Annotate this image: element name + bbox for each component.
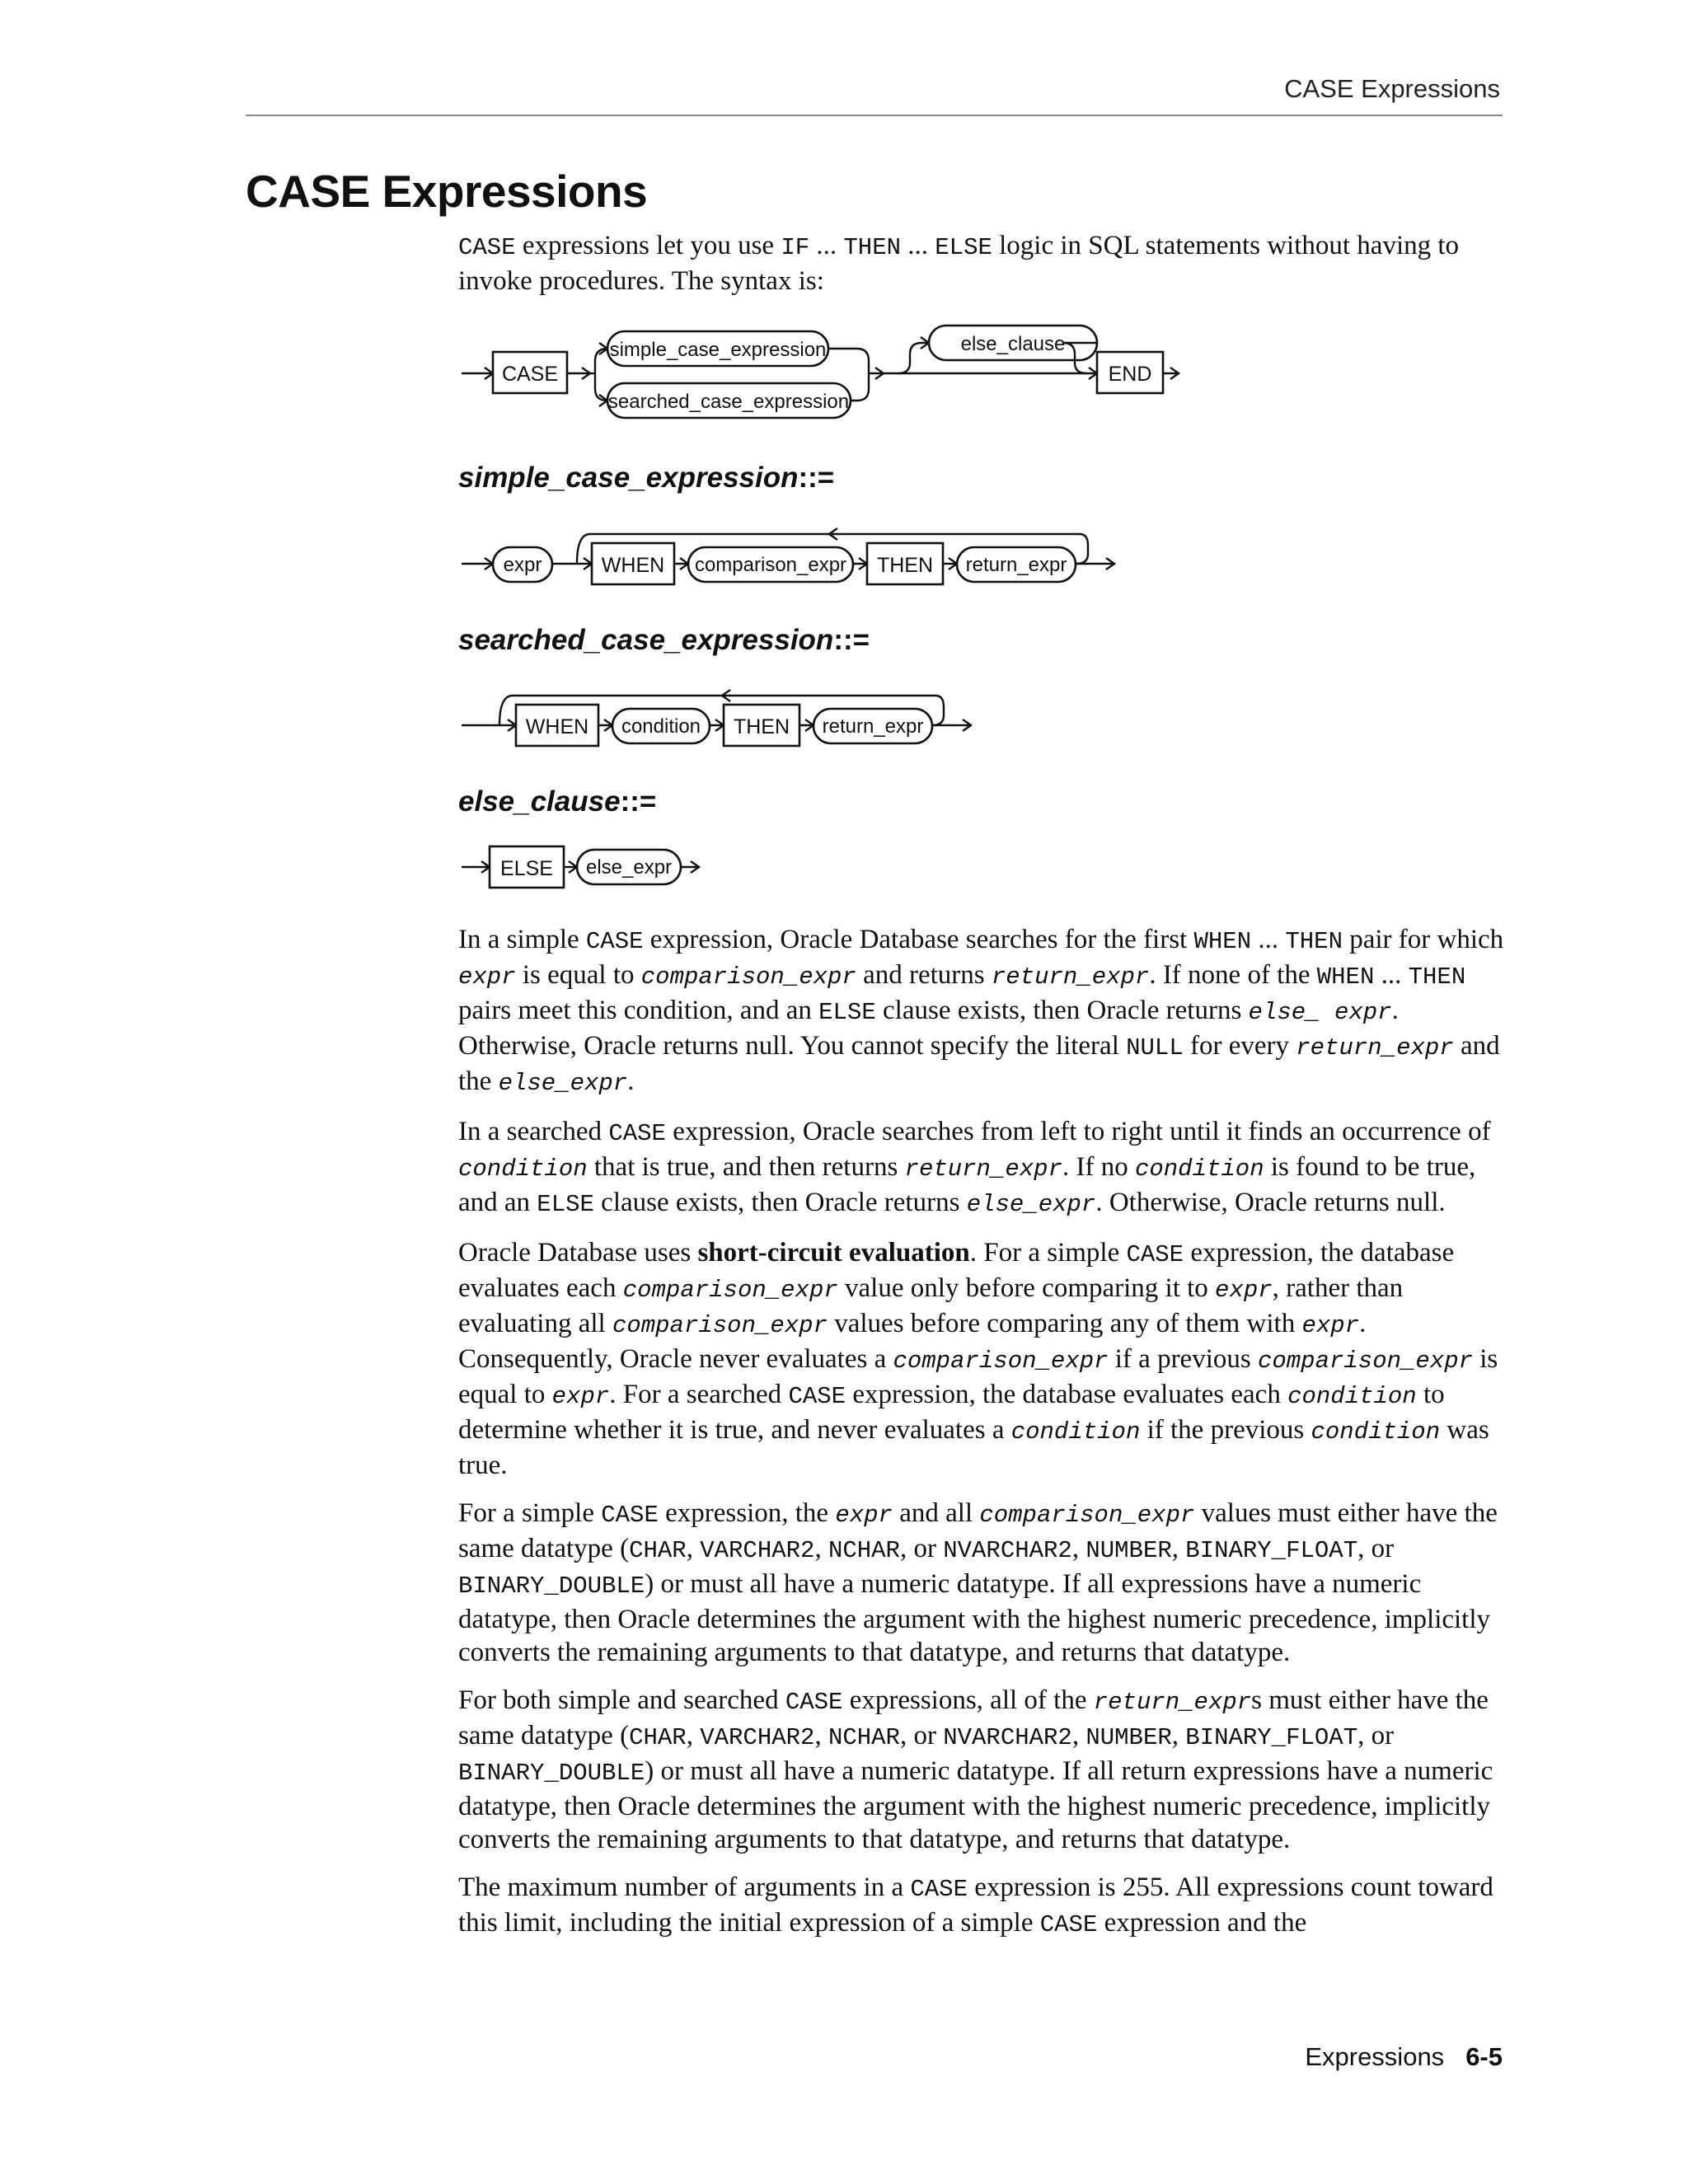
- searched-case-expression-label: searched_case_expression: [607, 391, 850, 413]
- condition-label: condition: [621, 715, 701, 738]
- when-keyword: WHEN: [601, 554, 665, 577]
- then-keyword: THEN: [876, 554, 934, 577]
- page-footer: [1305, 2042, 1503, 2072]
- section-title: CASE Expressions: [246, 166, 648, 217]
- paragraph-max-arguments: The maximum number of arguments in a CASE expression is 255. All expressions count toward this limit, including the initial expression of a simple CASE expression and the: [458, 1872, 1493, 1938]
- searched-case-expression-heading: searched_case_expression::=: [458, 624, 870, 656]
- expr-label: expr: [503, 554, 542, 576]
- end-keyword: END: [1108, 363, 1152, 386]
- case-syntax-diagram: [0, 313, 1688, 437]
- body-text: [458, 923, 1505, 1957]
- when-keyword: WHEN: [525, 715, 589, 738]
- return-expr-label: return_expr: [965, 554, 1067, 576]
- else-clause-heading: else_clause::=: [458, 785, 657, 818]
- paragraph-simple-datatype: For a simple CASE expression, the expr and all comparison_expr values must either have the same datatype (CHAR, VARCHAR2, NCHAR, or NVARCHAR2, NUMBER, BINARY_FLOAT, or BINARY_DOUBLE) or must all have a numeric datatype. If all expressions have a numeric datatype, then Oracle determines the argument with the highest numeric precedence, implicitly converts the remaining arguments to that datatype, and returns that datatype.: [458, 1498, 1498, 1667]
- else-clause-label: else_clause: [960, 333, 1066, 355]
- page-number: 6-5: [1465, 2042, 1503, 2071]
- case-keyword: CASE: [501, 363, 559, 386]
- paragraph-simple-case: In a simple CASE expression, Oracle Database searches for the first WHEN ... THEN pair for which expr is equal to comparison_expr and returns return_expr. If none of the WHEN ... THEN pairs meet this condition, and an ELSE clause exists, then Oracle returns else_ expr. Otherwise, Oracle returns null. You cannot specify the literal NULL for every return_expr and the else_expr.: [458, 925, 1504, 1097]
- else-clause-diagram: [0, 837, 1688, 902]
- paragraph-searched-case: In a searched CASE expression, Oracle searches from left to right until it finds an occurrence of condition that is true, and then returns return_expr. If no condition is found to be true, and an ELSE clause exists, then Oracle returns else_expr. Otherwise, Oracle returns null.: [458, 1117, 1491, 1218]
- return-expr-label: return_expr: [822, 715, 924, 738]
- else-expr-label: else_expr: [585, 856, 673, 879]
- simple-case-expression-label: simple_case_expression: [609, 339, 827, 361]
- else-keyword: ELSE: [500, 857, 553, 880]
- comparison-expr-label: comparison_expr: [694, 554, 847, 576]
- intro-paragraph: CASE expressions let you use IF ... THEN ... ELSE logic in SQL statements without having to invoke procedures. The syntax is:: [458, 231, 1460, 296]
- simple-case-expression-diagram: [0, 519, 1688, 593]
- searched-case-expression-diagram: [0, 680, 1688, 754]
- simple-case-expression-heading: simple_case_expression::=: [458, 462, 835, 494]
- header-rule: [246, 115, 1503, 116]
- paragraph-short-circuit: Oracle Database uses short-circuit evaluation. For a simple CASE expression, the database evaluates each comparison_expr value only before comparing it to expr, rather than evaluating all comparison_expr values before comparing any of them with expr. Consequently, Oracle never evaluates a comparison_expr if a previous comparison_expr is equal to expr. For a searched CASE expression, the database evaluates each condition to determine whether it is true, and never evaluates a condition if the previous condition was true.: [458, 1238, 1498, 1480]
- footer-chapter: Expressions: [1305, 2042, 1445, 2071]
- then-keyword: THEN: [733, 715, 790, 738]
- paragraph-return-datatype: For both simple and searched CASE expressions, all of the return_exprs must either have the same datatype (CHAR, VARCHAR2, NCHAR, or NVARCHAR2, NUMBER, BINARY_FLOAT, or BINARY_DOUBLE) or must all have a numeric datatype. If all return expressions have a numeric datatype, then Oracle determines the argument with the highest numeric precedence, implicitly converts the remaining arguments to that datatype, and returns that datatype.: [458, 1685, 1493, 1854]
- running-header: CASE Expressions: [1284, 74, 1500, 103]
